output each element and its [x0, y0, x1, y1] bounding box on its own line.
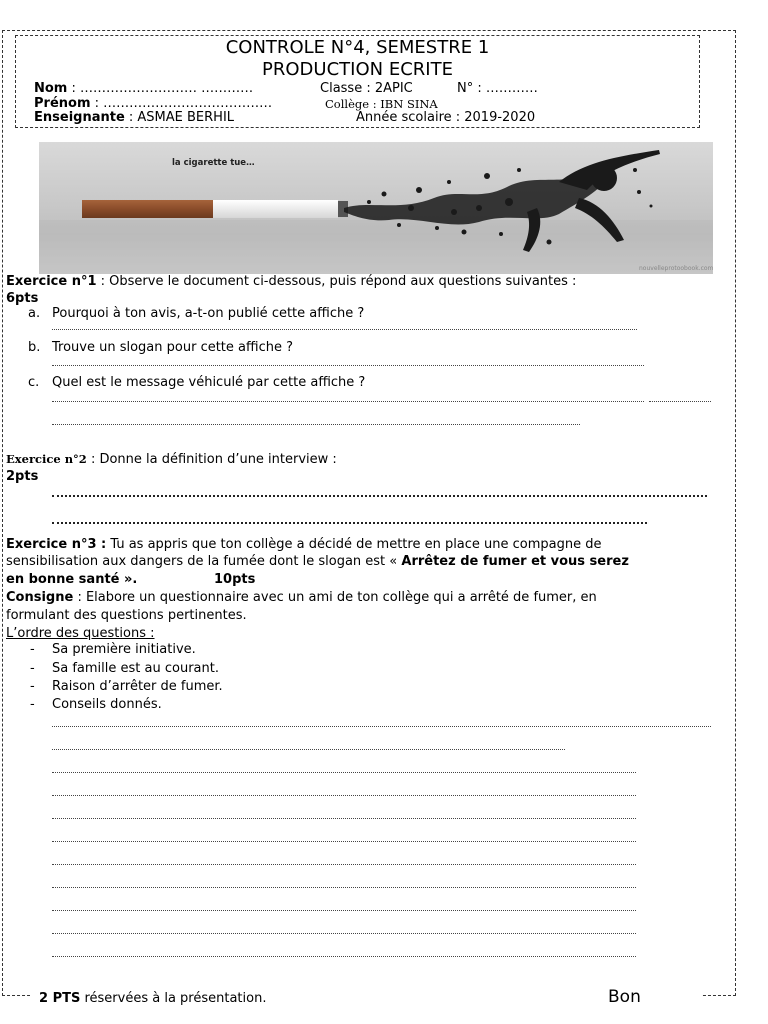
questionnaire-line-3[interactable] [52, 772, 636, 773]
prenom-value: : ………………………………… [90, 96, 273, 111]
exercice3-points: 10pts [214, 572, 256, 587]
footer-text: réservées à la présentation. [80, 991, 267, 1006]
exam-subtitle: PRODUCTION ECRITE [262, 59, 453, 80]
exercice3-line2 [6, 553, 629, 570]
exercice3-label: Exercice n°3 : [6, 537, 107, 552]
question-a-marker: a. [28, 306, 41, 321]
classe-field: Classe : 2APIC [320, 81, 413, 96]
exercice2-label: Exercice n°2 [6, 452, 87, 466]
poster-credit: nouvelleprotoobook.com [639, 265, 713, 272]
exercice3-text1: Tu as appris que ton collège a décidé de mettre en place une compagne de [106, 537, 602, 552]
order-item-1: Sa première initiative. [52, 642, 196, 657]
order-item-3: Raison d’arrêter de fumer. [52, 679, 223, 694]
exercice1-heading [6, 273, 576, 290]
question-b-marker: b. [28, 340, 41, 355]
exercice2-heading [6, 451, 337, 468]
questionnaire-line-5[interactable] [52, 818, 636, 819]
exercice2-instruction: : Donne la définition d’une interview : [86, 452, 337, 467]
exercice2-points: 2pts [6, 469, 39, 484]
questionnaire-line-8[interactable] [52, 887, 636, 888]
header-box [15, 35, 700, 128]
nom-value: : ……………………… ………… [67, 81, 254, 96]
exercice3-slogan-b: en bonne santé ». [6, 572, 138, 587]
enseignante-value: : ASMAE BERHIL [124, 110, 235, 125]
consigne-text1: : Elabore un questionnaire avec un ami de ton collège qui a arrêté de fumer, en [73, 590, 597, 605]
exercice3-slogan-a: Arrêtez de fumer et vous serez [401, 554, 629, 569]
footer-points: 2 PTS [39, 991, 81, 1006]
bullet-4: - [30, 697, 35, 712]
answer-line-c1-end[interactable] [649, 401, 711, 402]
questionnaire-line-2[interactable] [52, 749, 565, 750]
nom-field [34, 81, 253, 96]
answer-line-b[interactable] [52, 365, 644, 366]
order-title: L’ordre des questions : [6, 626, 155, 641]
questionnaire-line-7[interactable] [52, 864, 636, 865]
college-field: Collège : IBN SINA [325, 97, 438, 111]
questionnaire-line-9[interactable] [52, 910, 636, 911]
bullet-3: - [30, 679, 35, 694]
definition-line-2[interactable] [52, 522, 647, 524]
exercice1-label: Exercice n°1 [6, 274, 97, 289]
anti-smoking-poster [39, 142, 713, 274]
exercice1-instruction: : Observe le document ci-dessous, puis répond aux questions suivantes : [96, 274, 577, 289]
question-c: Quel est le message véhiculé par cette affiche ? [52, 375, 366, 390]
footer-wish: Bon [608, 987, 641, 1007]
nom-label: Nom [34, 81, 68, 96]
question-c-marker: c. [28, 375, 40, 390]
questionnaire-line-6[interactable] [52, 841, 636, 842]
definition-line-1[interactable] [52, 495, 707, 497]
questionnaire-line-11[interactable] [52, 956, 636, 957]
questionnaire-line-10[interactable] [52, 933, 636, 934]
numero-value: ………… [481, 81, 538, 96]
bullet-1: - [30, 642, 35, 657]
question-b: Trouve un slogan pour cette affiche ? [52, 340, 293, 355]
consigne-label: Consigne [6, 590, 74, 605]
questionnaire-line-1[interactable] [52, 726, 711, 727]
answer-line-c1[interactable] [52, 401, 644, 402]
exercice3-line1 [6, 536, 602, 553]
order-item-4: Conseils donnés. [52, 697, 162, 712]
footer-presentation [39, 990, 266, 1007]
numero-label: N° : [457, 81, 482, 96]
prenom-label: Prénom [34, 96, 91, 111]
bullet-2: - [30, 661, 35, 676]
consigne-line2: formulant des questions pertinentes. [6, 608, 247, 623]
annee-field: Année scolaire : 2019-2020 [356, 110, 536, 125]
exercice3-text2: sensibilisation aux dangers de la fumée dont le slogan est « [6, 554, 402, 569]
exercice1-points: 6pts [6, 291, 39, 306]
consigne-line1 [6, 589, 597, 606]
question-a: Pourquoi à ton avis, a-t-on publié cette affiche ? [52, 306, 365, 321]
cigarette-paper [213, 200, 338, 218]
questionnaire-line-4[interactable] [52, 795, 636, 796]
answer-line-c2[interactable] [52, 424, 580, 425]
enseignante-label: Enseignante [34, 110, 125, 125]
answer-line-a[interactable] [52, 329, 637, 330]
order-item-2: Sa famille est au courant. [52, 661, 219, 676]
poster-caption: la cigarette tue… [172, 158, 255, 168]
numero-field [457, 81, 538, 96]
exam-title: CONTROLE N°4, SEMESTRE 1 [225, 37, 490, 58]
poster-illustration [39, 142, 713, 274]
enseignante-field [34, 110, 234, 125]
prenom-field [34, 96, 272, 111]
cigarette-filter [82, 200, 213, 218]
